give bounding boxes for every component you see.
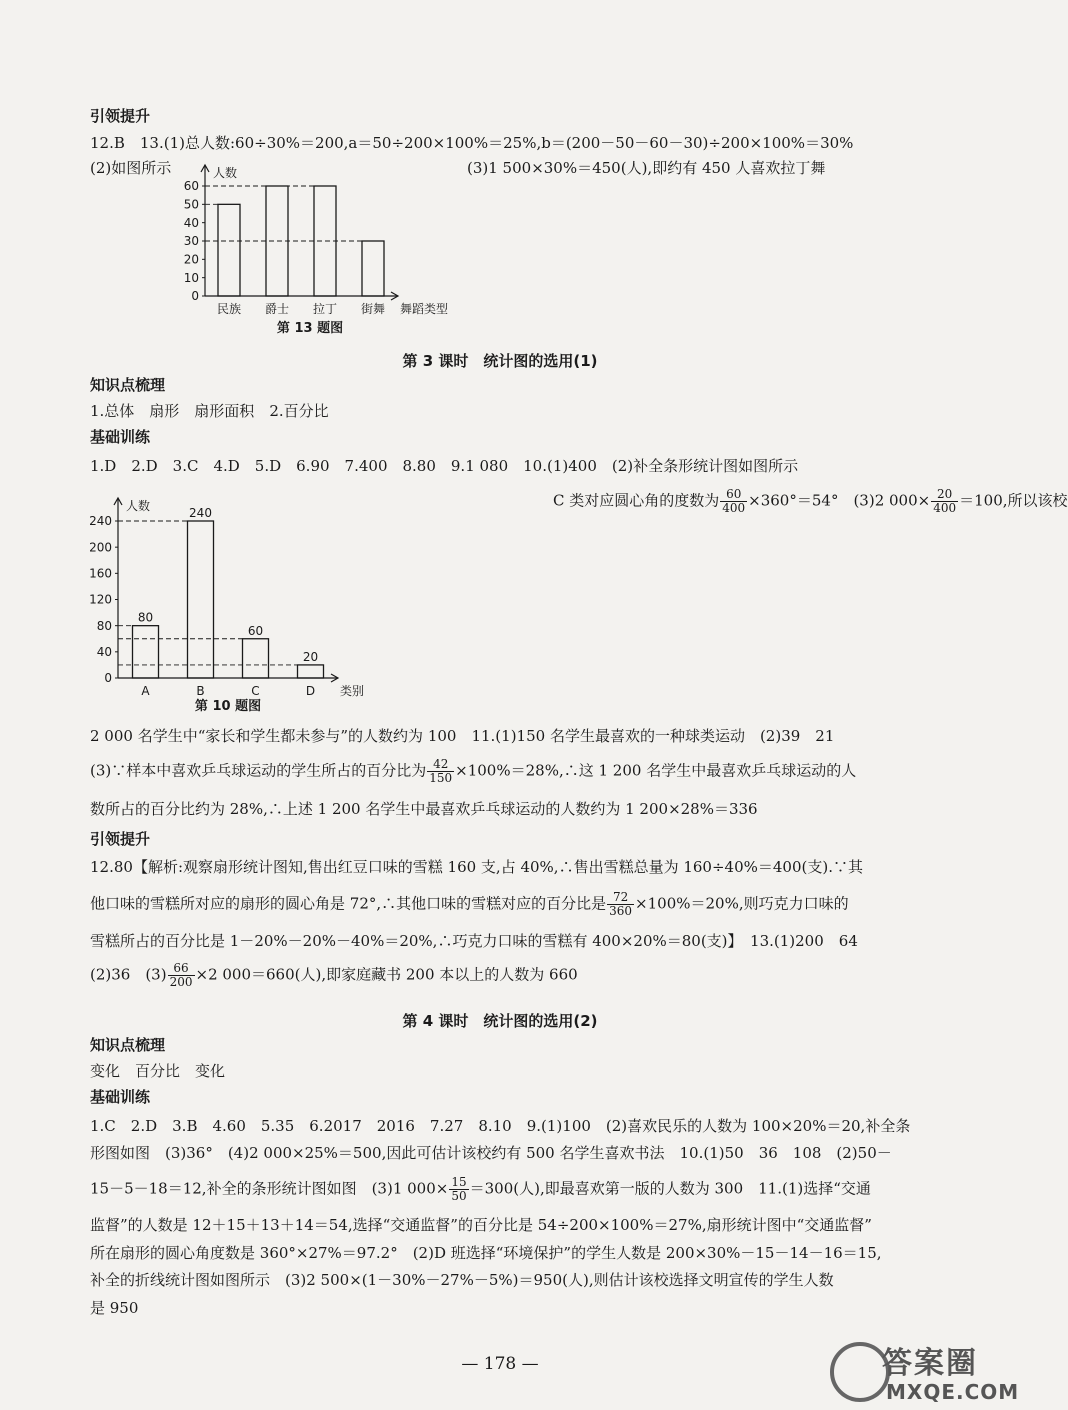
fraction-numerator: 60 — [720, 488, 747, 502]
fraction-denominator: 400 — [933, 501, 957, 515]
text-seg: ×360°＝54° (3)2 000× — [748, 491, 931, 510]
fraction-numerator: 15 — [451, 1175, 467, 1189]
text-seg: C 类对应圆心角的度数为 — [553, 491, 720, 510]
answer-line: 是 950 — [90, 1299, 139, 1317]
y-axis-label: 人数 — [126, 499, 151, 513]
text-seg: 15－5－18＝12,补全的条形统计图如图 (3)1 000× — [90, 1179, 449, 1198]
x-axis-label: 舞蹈类型 — [400, 302, 449, 316]
watermark-text-top: 答案圈 — [882, 1346, 978, 1381]
fraction-numerator: 66 — [168, 962, 195, 976]
category-label: A — [141, 684, 150, 698]
answer-line: 所在扇形的圆心角度数是 360°×27%＝97.2° (2)D 班选择“环境保护”的学生人数是 200×30%－15－14－16＝15, — [90, 1244, 882, 1262]
fraction — [931, 488, 958, 515]
answer-line: 变化 百分比 变化 — [90, 1062, 226, 1080]
answer-line: 12.B 13.(1)总人数:60÷30%＝200,a＝50÷200×100%＝25%,b＝(200－50－60－30)÷200×100%＝30% — [90, 134, 854, 152]
y-axis-label: 人数 — [213, 166, 238, 180]
fraction — [449, 1176, 468, 1203]
answer-line: 1.总体 扇形 扇形面积 2.百分比 — [90, 402, 329, 420]
answer-line: 数所占的百分比约为 28%,∴上述 1 200 名学生中最喜欢乒乓球运动的人数约为 1 200×28%＝336 — [90, 800, 758, 818]
heading-jichu-2: 基础训练 — [90, 1088, 151, 1106]
fraction — [607, 891, 634, 918]
fraction-numerator: 72 — [607, 891, 634, 905]
answer-line-fraction — [90, 962, 910, 989]
category-label: 拉丁 — [312, 302, 338, 316]
heading-jichu-1: 基础训练 — [90, 428, 151, 446]
bar-chart-10 — [80, 492, 380, 717]
fraction — [427, 758, 454, 785]
y-tick-label: 50 — [183, 197, 199, 212]
text-seg: ×2 000＝660(人),即家庭藏书 200 本以上的人数为 660 — [195, 965, 578, 984]
watermark-text-bottom: MXQE.COM — [886, 1380, 1020, 1404]
bar — [298, 665, 324, 678]
text-seg: ＝300(人),即最喜欢第一版的人数为 300 11.(1)选择“交通 — [469, 1179, 871, 1198]
figure-caption: 第 10 题图 — [194, 699, 262, 714]
text-seg: 他口味的雪糕所对应的扇形的圆心角是 72°,∴其他口味的雪糕对应的百分比是 — [90, 894, 607, 913]
fraction-numerator: 42 — [427, 758, 454, 772]
category-label: 街舞 — [360, 302, 386, 316]
data-label: 80 — [137, 610, 154, 625]
category-label: C — [251, 684, 260, 698]
bar — [243, 639, 269, 678]
section-title-lesson3: 第 3 课时 统计图的选用(1) — [402, 352, 598, 370]
y-tick-label: 30 — [183, 234, 199, 249]
bar — [188, 521, 214, 678]
fraction-denominator: 200 — [169, 975, 193, 989]
fraction — [720, 488, 747, 515]
answer-line: 1.C 2.D 3.B 4.60 5.35 6.2017 2016 7.27 8.10 9.(1)100 (2)喜欢民乐的人数为 100×20%＝20,补全条 — [90, 1117, 911, 1135]
heading-zhishidian-1: 知识点梳理 — [90, 376, 166, 394]
page-number: — 178 — — [461, 1354, 539, 1374]
fraction — [168, 962, 195, 989]
answer-line: 1.D 2.D 3.C 4.D 5.D 6.90 7.400 8.80 9.1 080 10.(1)400 (2)补全条形统计图如图所示 — [90, 457, 799, 475]
y-tick-label: 20 — [183, 252, 199, 267]
x-axis-label: 类别 — [340, 684, 365, 698]
heading-yinling-2: 引领提升 — [90, 830, 151, 848]
y-tick-label: 40 — [96, 645, 112, 660]
text-seg: ＝100,所以该校 — [959, 491, 1068, 510]
bar-chart-13 — [170, 160, 470, 340]
section-title-lesson4: 第 4 课时 统计图的选用(2) — [402, 1012, 598, 1030]
fraction-denominator: 150 — [429, 771, 453, 785]
heading-zhishidian-2: 知识点梳理 — [90, 1036, 166, 1054]
category-label: 爵士 — [264, 302, 290, 316]
y-tick-label: 240 — [89, 514, 112, 529]
answer-line: 雪糕所占的百分比是 1－20%－20%－40%＝20%,∴巧克力口味的雪糕有 400×20%＝80(支)】 13.(1)200 64 — [90, 932, 858, 950]
category-label: D — [305, 684, 316, 698]
y-tick-label: 80 — [96, 618, 112, 633]
fraction-denominator: 400 — [722, 501, 746, 515]
answer-line-fraction — [90, 1176, 910, 1203]
watermark-logo — [820, 1338, 1020, 1406]
figure-caption: 第 13 题图 — [276, 321, 344, 336]
text-seg: ×100%＝28%,∴这 1 200 名学生中最喜欢乒乓球运动的人 — [455, 761, 857, 780]
heading-yinling-1: 引领提升 — [90, 107, 151, 125]
answer-line: (3)1 500×30%＝450(人),即约有 450 人喜欢拉丁舞 — [467, 159, 826, 177]
y-tick-label: 0 — [191, 289, 199, 304]
y-tick-label: 120 — [89, 592, 112, 607]
answer-line: (2)如图所示 — [90, 159, 172, 177]
answer-line: 补全的折线统计图如图所示 (3)2 500×(1－30%－27%－5%)＝950(人),则估计该校选择文明宣传的学生人数 — [90, 1271, 834, 1289]
y-tick-label: 40 — [183, 215, 199, 230]
answer-line: 12.80【解析:观察扇形统计图知,售出红豆口味的雪糕 160 支,占 40%,∴售出雪糕总量为 160÷40%＝400(支).∵其 — [90, 858, 863, 876]
answer-line-fraction — [553, 487, 1068, 515]
fraction-denominator: 360 — [609, 904, 633, 918]
data-label: 240 — [189, 506, 212, 520]
bar — [133, 626, 159, 678]
fraction-denominator: 50 — [451, 1189, 467, 1203]
category-label: B — [196, 684, 205, 698]
data-label: 20 — [302, 649, 319, 664]
answer-line-fraction — [90, 758, 910, 785]
bar — [218, 204, 240, 296]
y-tick-label: 160 — [89, 566, 112, 581]
answer-line: 监督”的人数是 12＋15＋13＋14＝54,选择“交通监督”的百分比是 54÷200×100%＝27%,扇形统计图中“交通监督” — [90, 1216, 872, 1234]
text-seg: ×100%＝20%,则巧克力口味的 — [635, 894, 849, 913]
watermark-circle-icon — [830, 1342, 890, 1402]
text-seg: (2)36 (3) — [90, 965, 167, 984]
answer-line: 2 000 名学生中“家长和学生都未参与”的人数约为 100 11.(1)150 名学生最喜欢的一种球类运动 (2)39 21 — [90, 727, 835, 745]
text-seg: (3)∵样本中喜欢乒乓球运动的学生所占的百分比为 — [90, 761, 427, 780]
answer-line-fraction — [90, 891, 910, 918]
y-tick-label: 60 — [183, 179, 199, 194]
category-label: 民族 — [216, 302, 242, 316]
bar — [362, 241, 384, 296]
data-label: 60 — [247, 623, 264, 638]
y-tick-label: 200 — [89, 540, 112, 555]
y-tick-label: 10 — [183, 270, 199, 285]
fraction-numerator: 20 — [931, 488, 958, 502]
answer-line: 形图如图 (3)36° (4)2 000×25%＝500,因此可估计该校约有 500 名学生喜欢书法 10.(1)50 36 108 (2)50－ — [90, 1144, 892, 1162]
y-tick-label: 0 — [104, 671, 112, 686]
